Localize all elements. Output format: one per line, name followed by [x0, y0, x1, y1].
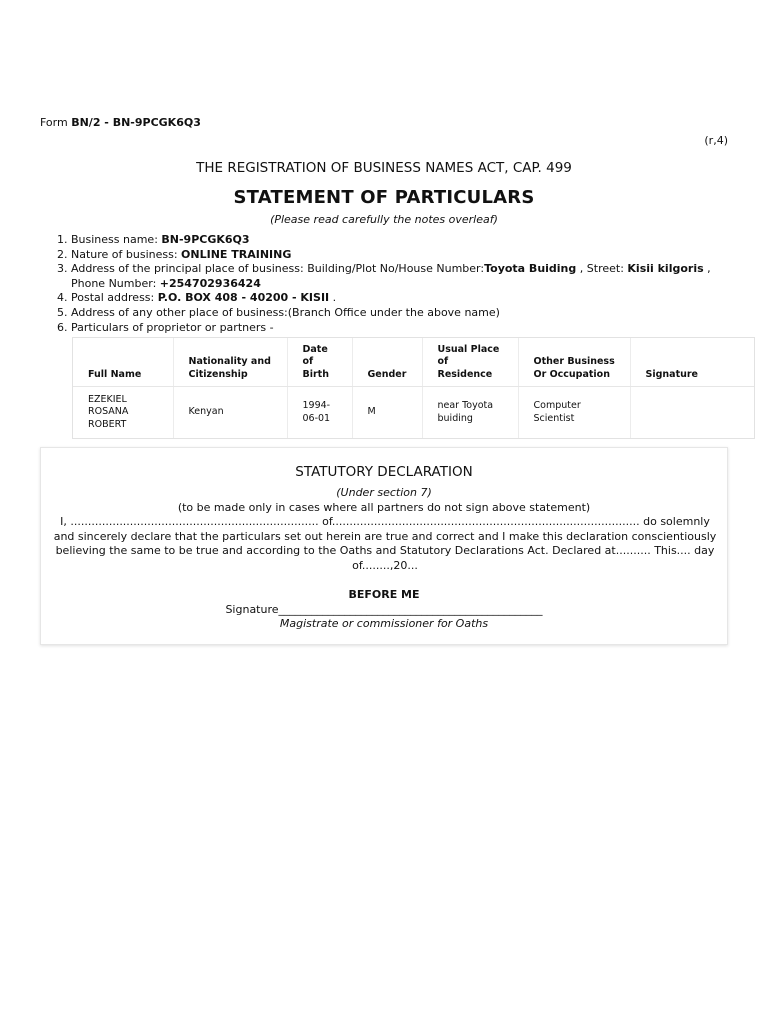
page-title: STATEMENT OF PARTICULARS — [233, 187, 535, 208]
table-header-row — [73, 338, 754, 387]
statutory-declaration — [40, 447, 728, 645]
cell-full-name: EZEKIEL ROSANA ROBERT — [73, 387, 173, 439]
postal-label: Postal address: — [71, 291, 155, 305]
header-dob: Date of Birth — [287, 338, 352, 387]
phone-value: +254702936424 — [159, 276, 261, 290]
list-item-address — [71, 262, 761, 291]
list-item-proprietors: 6. Particulars of proprietor or partners - — [71, 321, 761, 336]
partners-table-grid — [73, 338, 754, 438]
cell-dob: 1994- 06-01 — [287, 387, 352, 439]
form-code: BN/2 - BN-9PCGK6Q3 — [71, 116, 201, 129]
form-prefix: Form — [40, 116, 68, 129]
cell-gender: M — [352, 387, 422, 439]
address-label: Address of the principal place of business: Building/Plot No/House Number: — [71, 262, 485, 276]
header-residence: Usual Place of Residence — [422, 338, 518, 387]
list-item-business-name — [71, 233, 761, 248]
table-row — [73, 387, 754, 439]
cell-signature — [630, 387, 754, 439]
form-identifier — [40, 116, 201, 129]
magistrate-label: Magistrate or commissioner for Oaths — [279, 617, 489, 630]
postal-value: P.O. BOX 408 - 40200 - KISII — [157, 291, 330, 305]
nature-label: Nature of business: — [71, 247, 178, 261]
act-title: THE REGISTRATION OF BUSINESS NAMES ACT, CAP. 499 — [196, 160, 572, 176]
declaration-note: (to be made only in cases where all partners do not sign above statement) — [177, 501, 591, 514]
declaration-title: STATUTORY DECLARATION — [295, 464, 473, 480]
phone-separator: , — [703, 262, 711, 276]
nature-value: ONLINE TRAINING — [181, 247, 292, 261]
list-item-other-address: 5. Address of any other place of business:(Branch Office under the above name) — [71, 306, 761, 321]
street-label: , Street: — [576, 262, 628, 276]
header-signature: Signature — [630, 338, 754, 387]
cell-nationality: Kenyan — [173, 387, 287, 439]
header-gender: Gender — [352, 338, 422, 387]
cell-occupation: Computer Scientist — [518, 387, 630, 439]
phone-label: Phone Number: — [71, 276, 157, 290]
declaration-body: I, ....................................................................... of........................................................................................ do solemnly and sincerely declare that the particulars set out herein are true and correct and I make this declaration conscientiously believing the same to be true and according to the Oaths and Statutory Declarations Act. Declared at.......... This.... day of........,20... — [53, 515, 717, 572]
street-value: Kisii kilgoris — [627, 262, 704, 276]
partners-table — [72, 337, 755, 439]
rule-reference: (r,4) — [704, 134, 728, 147]
table-body — [73, 387, 754, 439]
postal-end: . — [329, 291, 337, 305]
header-occupation: Other Business Or Occupation — [518, 338, 630, 387]
before-me-label: BEFORE ME — [348, 588, 420, 601]
header-nationality: Nationality and Citizenship — [173, 338, 287, 387]
cell-residence: near Toyota buiding — [422, 387, 518, 439]
declaration-section: (Under section 7) — [336, 486, 432, 499]
signature-line: Signature________________________________________________ — [225, 603, 543, 616]
business-name-value: BN-9PCGK6Q3 — [161, 233, 250, 246]
business-name-label: Business name: — [71, 233, 158, 246]
header-full-name: Full Name — [73, 338, 173, 387]
list-item-postal — [71, 291, 761, 306]
particulars-list — [40, 233, 761, 335]
list-item-nature — [71, 248, 761, 263]
page-subtitle: (Please read carefully the notes overleaf) — [270, 213, 498, 226]
building-value: Toyota Buiding — [484, 262, 577, 276]
